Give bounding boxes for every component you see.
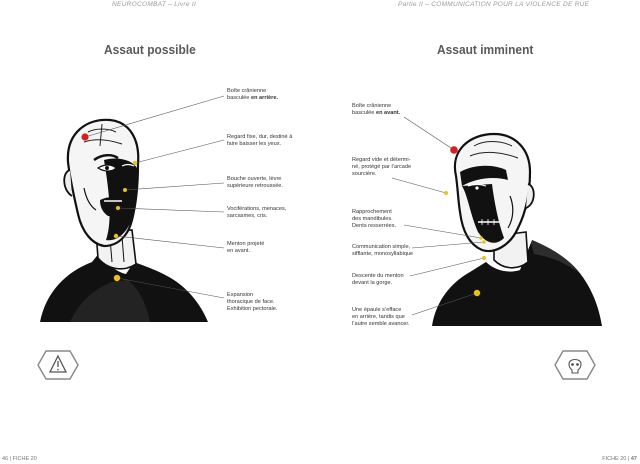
fiche-label-left: FICHE 20 (12, 456, 37, 462)
right-marker-voice (482, 240, 486, 244)
right-label-voice: Communication simple, sifflante, monosyllabique (352, 244, 414, 258)
fiche-label-right: FICHE 20 (602, 456, 627, 462)
page-number-left: 46 (2, 456, 9, 462)
left-marker-voice (116, 206, 120, 210)
left-label-skull-bold: en arrière. (250, 95, 279, 102)
right-label-skull-text: Boîte crânienne basculée (352, 103, 392, 117)
running-header-left: NEUROCOMBAT – Livre II (112, 1, 197, 8)
left-label-chin: Menton projeté en avant. (227, 241, 265, 255)
left-marker-chest (114, 275, 120, 281)
right-marker-skull (450, 146, 458, 154)
title-assaut-imminent: Assaut imminent (437, 42, 534, 57)
left-label-mouth: Bouche ouverte, lèvre supérieure retroussée. (227, 176, 283, 190)
footer-right: FICHE 20 | 47 (602, 456, 637, 462)
left-marker-skull (81, 133, 88, 140)
title-assaut-possible: Assaut possible (104, 42, 196, 57)
left-man-illustration (40, 120, 208, 322)
left-label-skull-text: Boîte crânienne basculée (227, 88, 267, 102)
footer-left: 46 | FICHE 20 (2, 456, 37, 462)
right-label-skull-bold: en avant. (375, 110, 401, 117)
left-label-eyes: Regard fixe, dur, destiné à faire baisser les yeux. (227, 134, 293, 148)
right-marker-eyes (444, 191, 448, 195)
running-header-right: Partie II – COMMUNICATION POUR LA VIOLENCE DE RUE (398, 1, 590, 8)
left-label-skull (227, 88, 278, 102)
skull-icon (555, 351, 595, 379)
right-label-shoulder: Une épaule s’efface en arrière, tandis que l’autre semble avancer. (352, 307, 410, 328)
right-marker-jaw (479, 236, 483, 240)
left-label-voice: Vociférations, menaces, sarcasmes, cris. (227, 206, 287, 220)
left-marker-chin (114, 234, 118, 238)
left-marker-eyes (133, 161, 137, 165)
right-label-eyes: Regard vide et détermi- né, protégé par l’arcade sourcière. (352, 157, 412, 178)
left-marker-mouth (123, 188, 127, 192)
left-label-chest: Expansion thoracique de face. Exhibition pectorale. (227, 292, 278, 313)
right-label-jaw: Rapprochement des mandibules. Dents resserrées. (352, 209, 397, 230)
right-marker-chin (482, 256, 486, 260)
warning-triangle-icon (38, 351, 78, 379)
right-man-illustration (432, 134, 602, 326)
page-number-right: 47 (630, 456, 637, 462)
right-label-chin: Descente du menton devant la gorge. (352, 273, 404, 287)
right-marker-shoulder (474, 290, 480, 296)
right-label-skull (352, 103, 400, 117)
